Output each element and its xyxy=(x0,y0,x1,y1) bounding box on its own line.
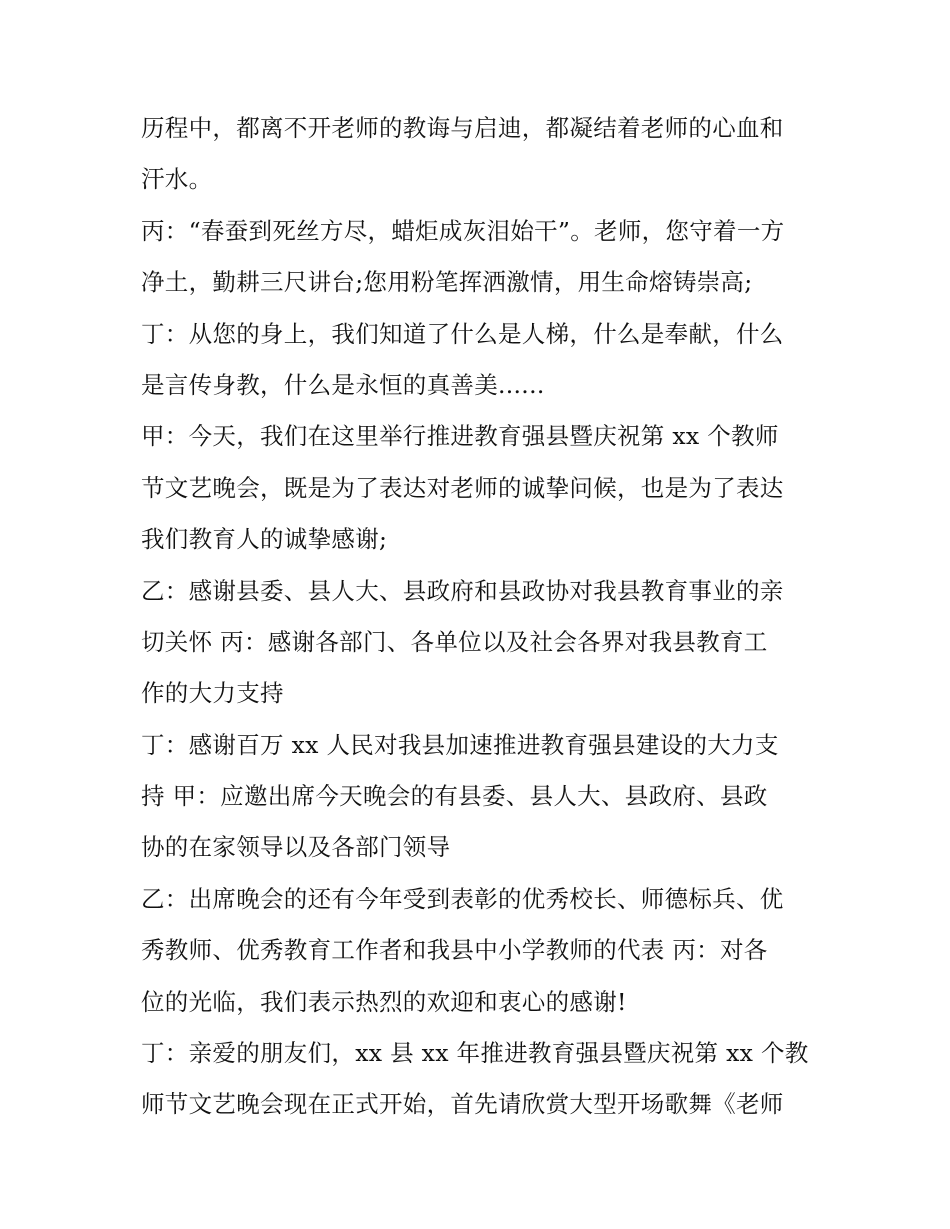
text-line: 作的大力支持 xyxy=(141,679,284,708)
text-line: 持 甲：应邀出席今天晚会的有县委、县人大、县政府、县政 xyxy=(141,782,768,811)
text-line: 我们教育人的诚挚感谢; xyxy=(141,525,388,554)
text-line: 位的光临，我们表示热烈的欢迎和衷心的感谢! xyxy=(141,987,627,1016)
document-body xyxy=(141,103,813,1131)
text-line: 丁：亲爱的朋友们，xx 县 xx 年推进教育强县暨庆祝第 xx 个教 xyxy=(141,1039,809,1068)
text-line: 是言传身教，什么是永恒的真善美...... xyxy=(141,370,545,399)
text-line: 师节文艺晚会现在正式开始，首先请欣赏大型开场歌舞《老师 xyxy=(141,1090,784,1119)
text-line: 丁：从您的身上，我们知道了什么是人梯，什么是奉献，什么 xyxy=(141,319,784,348)
text-line: 汗水。 xyxy=(141,165,213,194)
text-line: 乙：出席晚会的还有今年受到表彰的优秀校长、师德标兵、优 xyxy=(141,884,784,913)
text-line: 秀教师、优秀教育工作者和我县中小学教师的代表 丙：对各 xyxy=(141,936,768,965)
text-line: 乙：感谢县委、县人大、县政府和县政协对我县教育事业的亲 xyxy=(141,576,784,605)
text-line: 丙：“春蚕到死丝方尽，蜡炬成灰泪始干”。老师，您守着一方 xyxy=(141,216,785,245)
text-line: 协的在家领导以及各部门领导 xyxy=(141,833,451,862)
text-line: 净土，勤耕三尺讲台;您用粉笔挥洒激情，用生命熔铸崇高; xyxy=(141,268,753,297)
text-line: 甲：今天，我们在这里举行推进教育强县暨庆祝第 xx 个教师 xyxy=(141,422,779,451)
text-line: 节文艺晚会，既是为了表达对老师的诚挚问候，也是为了表达 xyxy=(141,473,784,502)
text-line: 切关怀 丙：感谢各部门、各单位以及社会各界对我县教育工 xyxy=(141,627,768,656)
text-line: 历程中，都离不开老师的教诲与启迪，都凝结着老师的心血和 xyxy=(141,114,784,142)
text-line: 丁：感谢百万 xx 人民对我县加速推进教育强县建设的大力支 xyxy=(141,730,779,759)
